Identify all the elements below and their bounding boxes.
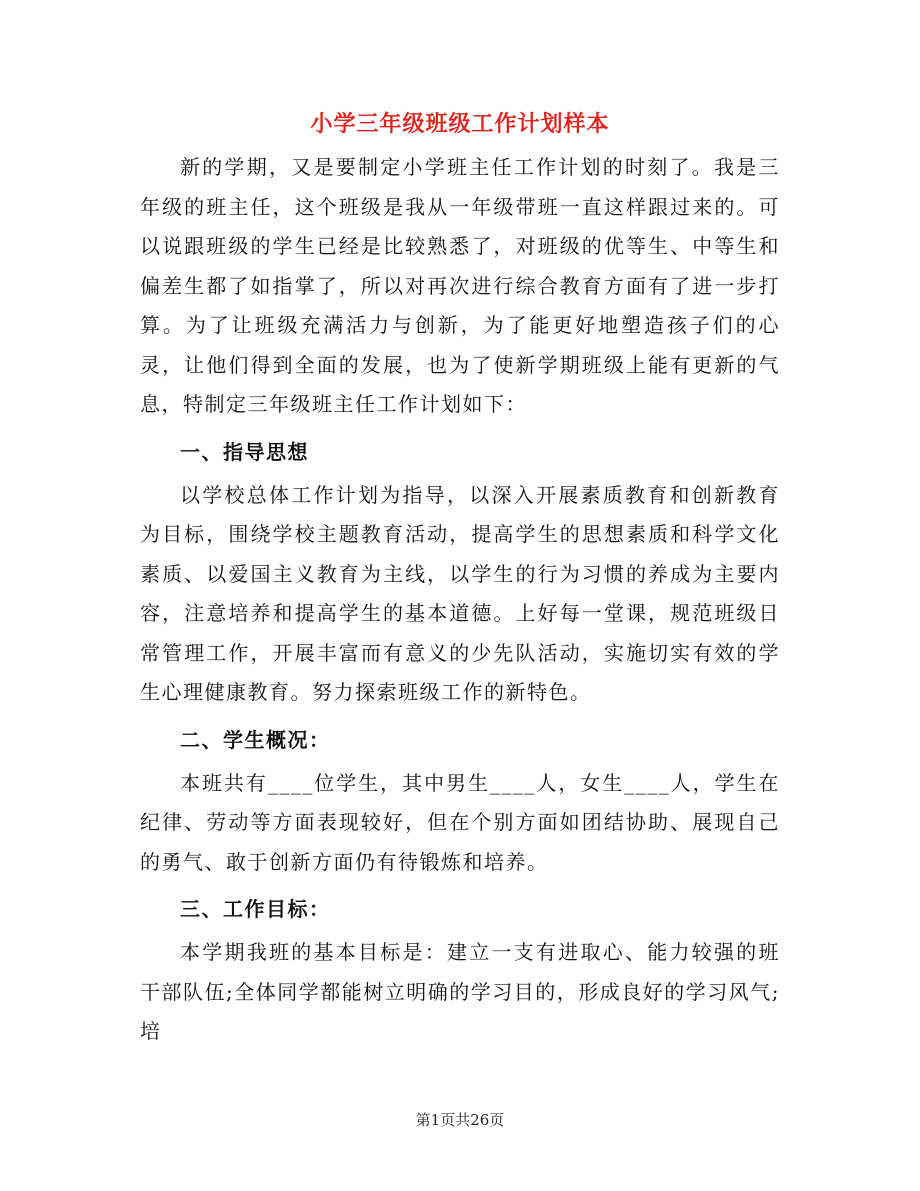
section-heading-work-goals: 三、工作目标：	[180, 897, 331, 921]
section-heading-guiding-ideology: 一、指导思想	[180, 439, 309, 464]
intro-paragraph: 新的学期，又是要制定小学班主任工作计划的时刻了。我是三年级的班主任，这个班级是我从一年级带班一直这样跟过来的。可以说跟班级的学生已经是比较熟悉了，对班级的优等生、中等生和偏差生都了如指掌了，所以对再次进行综合教育方面有了进一步打算。为了让班级充满活力与创新，为了能更好地塑造孩子们的心灵，让他们得到全面的发展，也为了使新学期班级上能有更新的气息，特制定三年级班主任工作计划如下：	[140, 155, 780, 416]
page-number-footer: 第1页共26页	[415, 1111, 505, 1129]
document-body	[140, 148, 780, 1052]
section-heading-student-overview: 二、学生概况：	[180, 727, 331, 752]
section-body-work-goals: 本学期我班的基本目标是：建立一支有进取心、能力较强的班干部队伍;全体同学都能树立明确的学习目的，形成良好的学习风气;培	[140, 940, 780, 1043]
section-body-student-overview: 本班共有____位学生，其中男生____人，女生____人，学生在纪律、劳动等方面表现较好，但在个别方面如团结协助、展现自己的勇气、敢于创新方面仍有待锻炼和培养。	[140, 770, 780, 874]
document-title: 小学三年级班级工作计划样本	[310, 111, 610, 137]
section-body-guiding-ideology: 以学校总体工作计划为指导，以深入开展素质教育和创新教育为目标，围绕学校主题教育活动，提高学生的思想素质和科学文化素质、以爱国主义教育为主线，以学生的行为习惯的养成为主要内容，注意培养和提高学生的基本道德。上好每一堂课，规范班级日常管理工作，开展丰富而有意义的少先队活动，实施切实有效的学生心理健康教育。努力探索班级工作的新特色。	[140, 482, 780, 704]
